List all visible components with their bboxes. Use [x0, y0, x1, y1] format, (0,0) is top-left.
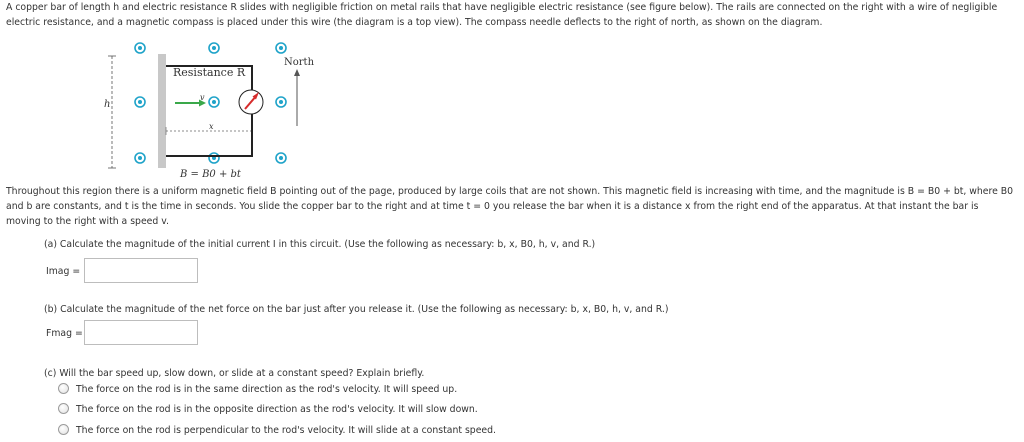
field-dot-icon [279, 46, 283, 50]
force-input[interactable] [84, 320, 198, 345]
radio-constant-speed[interactable] [58, 424, 69, 435]
question-b-prompt: (b) Calculate the magnitude of the net force on the bar just after you release it. (Use the following as necessary: b, x, B0, h, v, and R.) [44, 304, 669, 315]
field-dot-icon [138, 46, 142, 50]
field-dot-icon [212, 100, 216, 104]
field-dot-icon [138, 156, 142, 160]
force-label: Fmag = [46, 328, 83, 339]
velocity-label: v [200, 93, 205, 102]
rail-circuit-wire [162, 66, 252, 156]
copper-bar [158, 54, 166, 168]
h-label: h [104, 99, 111, 110]
field-dot-icon [138, 100, 142, 104]
problem-intro: A copper bar of length h and electric resistance R slides with negligible friction on metal rails that have negligible electric resistance (see figure below). The rails are connected on the right with a wire of negligible electric resistance, and a magnetic compass is placed under this wire (the diagram is a top view). The compass needle deflects to the right of north, as shown on the diagram. [6, 2, 998, 28]
north-arrowhead-icon [294, 69, 300, 76]
question-a-prompt: (a) Calculate the magnitude of the initial current I in this circuit. (Use the following as necessary: b, x, B0, h, v, and R.) [44, 239, 596, 250]
resistance-label: Resistance R [173, 66, 246, 79]
question-c-prompt: (c) Will the bar speed up, slow down, or slide at a constant speed? Explain briefly. [44, 368, 425, 379]
field-dot-icon [279, 156, 283, 160]
circuit-figure [96, 40, 326, 182]
option-constant-speed-label: The force on the rod is perpendicular to the rod's velocity. It will slide at a constant speed. [76, 425, 496, 436]
field-dot-icon [279, 100, 283, 104]
x-label: x [209, 122, 214, 131]
option-slow-down-label: The force on the rod is in the opposite direction as the rod's velocity. It will slow down. [76, 404, 478, 415]
field-label: B = B0 + bt [180, 169, 241, 180]
current-label: Imag = [46, 266, 81, 277]
north-label: North [284, 57, 315, 68]
radio-speed-up[interactable] [58, 383, 69, 394]
radio-slow-down[interactable] [58, 403, 69, 414]
problem-body: Throughout this region there is a uniform magnetic field B pointing out of the page, produced by large coils that are not shown. This magnetic field is increasing with time, and the magnitude is B = B0 + bt, where B0 and b are constants, and t is the time in seconds. You slide the copper bar to the right and at time t = 0 you release the bar when it is a distance x from the right end of the apparatus. At that instant the bar is moving to the right with a speed v. [6, 186, 1014, 227]
field-dot-icon [212, 46, 216, 50]
current-input[interactable] [84, 258, 198, 283]
option-speed-up-label: The force on the rod is in the same direction as the rod's velocity. It will speed up. [76, 384, 458, 395]
